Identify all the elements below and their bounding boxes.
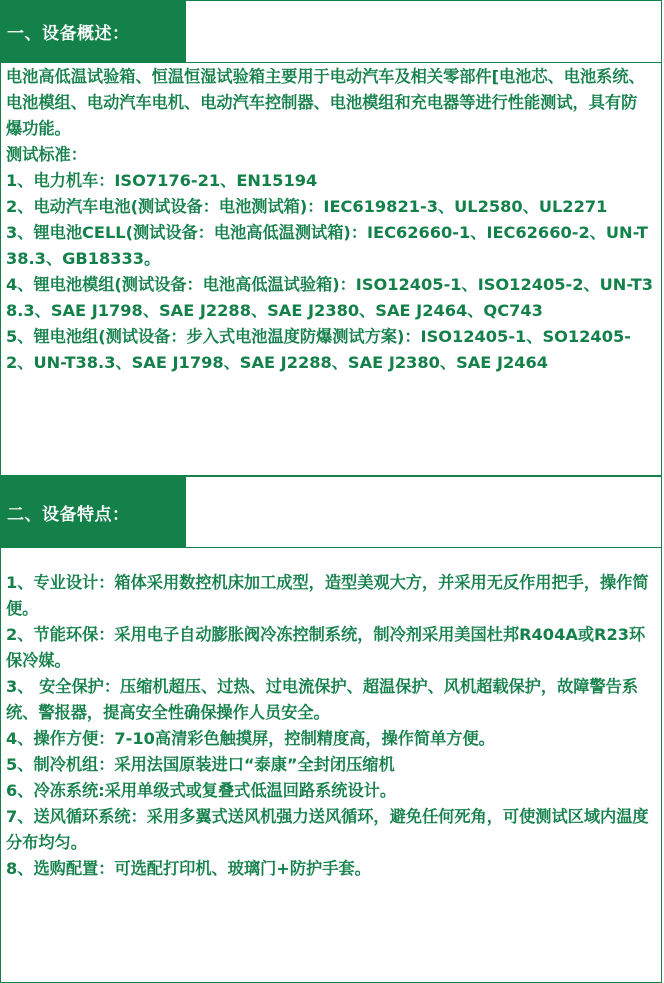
standard-item: 4、锂电池模组(测试设备：电池高低温试验箱)：ISO12405-1、ISO12405-2、UN-T38.3、SAE J1798、SAE J2288、SAE J2380、SAE J2464、QC743 bbox=[6, 275, 653, 320]
feature-item: 5、制冷机组：采用法国原装进口“泰康”全封闭压缩机 bbox=[6, 755, 395, 774]
feature-item: 8、选购配置：可选配打印机、玻璃门+防护手套。 bbox=[6, 859, 371, 878]
standard-item: 3、锂电池CELL(测试设备：电池高低温测试箱)：IEC62660-1、IEC62660-2、UN-T 38.3、GB18333。 bbox=[6, 223, 648, 268]
features-header bbox=[1, 477, 661, 548]
features-title: 二、设备特点： bbox=[1, 477, 186, 547]
standards-heading: 测试标准： bbox=[6, 145, 87, 164]
standard-item: 5、锂电池组(测试设备：步入式电池温度防爆测试方案)：ISO12405-1、SO12405-2、UN-T38.3、SAE J1798、SAE J2288、SAE J2380、SAE J2464 bbox=[6, 327, 631, 372]
feature-item: 3、 安全保护：压缩机超压、过热、过电流保护、超温保护、风机超载保护，故障警告系统、警报器，提高安全性确保操作人员安全。 bbox=[6, 677, 639, 722]
feature-item: 2、节能环保：采用电子自动膨胀阀冷冻控制系统，制冷剂采用美国杜邦R404A或R23环保冷媒。 bbox=[6, 625, 646, 670]
overview-body bbox=[1, 63, 661, 376]
feature-item: 6、冷冻系统:采用单级式或复叠式低温回路系统设计。 bbox=[6, 781, 397, 800]
overview-intro: 电池高低温试验箱、恒温恒湿试验箱主要用于电动汽车及相关零部件[电池芯、电池系统、电池模组、电动汽车电机、电动汽车控制器、电池模组和充电器等进行性能测试，具有防爆功能。 bbox=[6, 67, 645, 138]
feature-item: 1、专业设计：箱体采用数控机床加工成型，造型美观大方，并采用无反作用把手，操作简便。 bbox=[6, 573, 649, 618]
overview-header bbox=[1, 1, 661, 63]
overview-title: 一、设备概述： bbox=[1, 1, 186, 62]
features-section bbox=[0, 476, 662, 983]
features-body bbox=[1, 548, 661, 882]
feature-item: 7、送风循环系统：采用多翼式送风机强力送风循环，避免任何死角，可使测试区域内温度分布均匀。 bbox=[6, 807, 649, 852]
feature-item: 4、操作方便：7-10高清彩色触摸屏，控制精度高，操作简单方便。 bbox=[6, 729, 495, 748]
standard-item: 2、电动汽车电池(测试设备：电池测试箱)：IEC619821-3、UL2580、UL2271 bbox=[6, 197, 608, 216]
standard-item: 1、电力机车：ISO7176-21、EN15194 bbox=[6, 171, 318, 190]
overview-section bbox=[0, 0, 662, 476]
